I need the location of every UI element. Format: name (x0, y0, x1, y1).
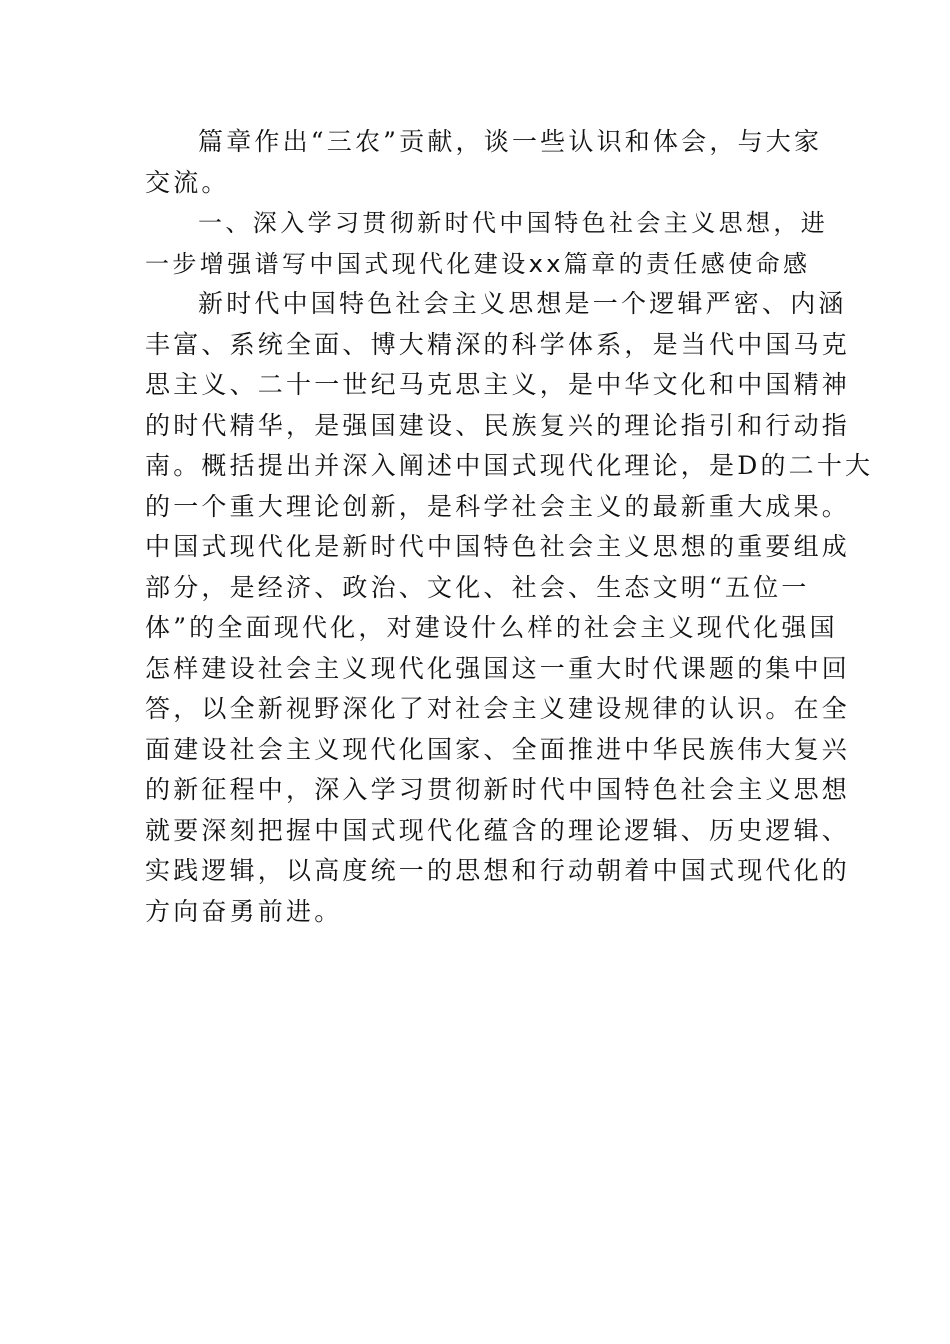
paragraph-line: 新时代中国特色社会主义思想是一个逻辑严密、内涵 (198, 289, 847, 318)
paragraph-line: 中国式现代化是新时代中国特色社会主义思想的重要组成 (145, 532, 851, 561)
paragraph-line: 方向奋勇前进。 (145, 896, 343, 926)
paragraph-line: 答，以全新视野深化了对社会主义建设规律的认识。在全 (145, 694, 851, 723)
section-heading (145, 203, 829, 284)
paragraph-line: 篇章作出“三农”贡献，谈一些认识和体会，与大家 (198, 127, 823, 156)
paragraph-line: 丰富、系统全面、博大精深的科学体系，是当代中国马克 (145, 329, 851, 359)
paragraph-line: 的新征程中，深入学习贯彻新时代中国特色社会主义思想 (145, 775, 851, 804)
paragraph-line: 怎样建设社会主义现代化强国这一重大时代课题的集中回 (145, 653, 851, 683)
paragraph-line: 部分，是经济、政治、文化、社会、生态文明“五位一 (145, 572, 810, 602)
paragraph-line: 就要深刻把握中国式现代化蕴含的理论逻辑、历史逻辑、 (145, 815, 851, 845)
paragraph-line: 实践逻辑，以高度统一的思想和行动朝着中国式现代化的 (145, 856, 851, 885)
document-body (145, 122, 874, 932)
paragraph-line: 交流。 (145, 167, 230, 197)
paragraph-line: 的一个重大理论创新，是科学社会主义的最新重大成果。 (145, 491, 851, 521)
paragraph-line: 南。概括提出并深入阐述中国式现代化理论，是D的二十大 (145, 451, 874, 480)
intro-paragraph (145, 122, 823, 203)
paragraph-line: 思主义、二十一世纪马克思主义，是中华文化和中国精神 (145, 370, 851, 399)
heading-line: 一、深入学习贯彻新时代中国特色社会主义思想，进 (198, 209, 829, 237)
heading-line: 一步增强谱写中国式现代化建设xx篇章的责任感使命感 (145, 249, 811, 278)
paragraph-line: 的时代精华，是强国建设、民族复兴的理论指引和行动指 (145, 410, 851, 440)
body-paragraph (145, 284, 874, 932)
paragraph-line: 面建设社会主义现代化国家、全面推进中华民族伟大复兴 (145, 734, 851, 764)
paragraph-line: 体”的全面现代化，对建设什么样的社会主义现代化强国 (145, 613, 838, 642)
